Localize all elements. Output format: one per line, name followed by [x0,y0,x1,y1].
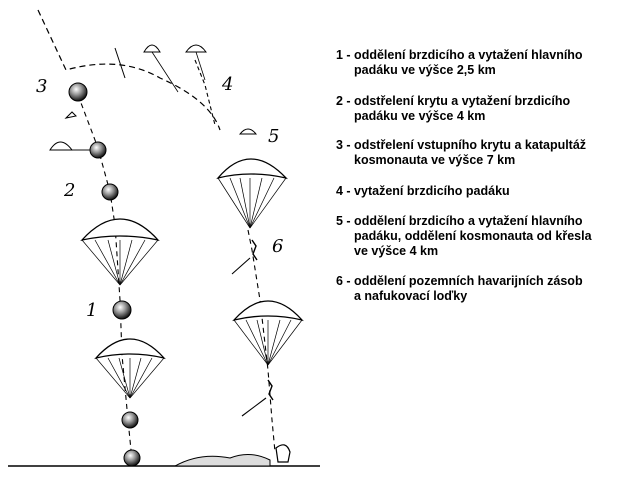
capsule-stage-2-upper [90,142,106,158]
label-stage-2: 2 [64,180,76,201]
small-chute-5 [240,129,256,134]
small-chute-b [186,45,206,52]
right-descent-path [248,230,275,452]
kit-line-lower [242,398,266,416]
main-parachute-right-upper [218,159,286,228]
label-stage-5: 5 [268,126,280,147]
capsule-descent-lower [122,412,138,428]
label-stage-4: 4 [222,74,234,95]
ground-debris [175,454,270,466]
small-drogue-line [115,48,125,78]
capsule-stage-1 [113,301,131,319]
main-parachute-right-lower [234,301,302,365]
legend-item-3: 3 - odstřelení vstupního krytu a katapultáž kosmonauta ve výšce 7 km [336,138,587,167]
legend-item-4: 4 - vytažení brzdicího padáku [336,184,510,198]
capsule-landed-left [124,450,140,466]
trajectory-arc [38,10,220,130]
legend-item-1: 1 - oddělení brzdicího a vytažení hlavního padáku ve výšce 2,5 km [336,48,583,77]
main-parachute-left-upper [82,219,158,285]
legend-item-6: 6 - oddělení pozemních havarijních zásob a nafukovací loďky [336,274,583,303]
small-chute-a [144,45,160,52]
ejection-path [195,60,215,125]
kit-line-upper [232,258,250,274]
legend-item-2: 2 - odstřelení krytu a vytažení brzdicího padáku ve výšce 4 km [336,94,571,123]
drogue-chute-stage-2 [50,142,72,150]
landed-capsule-right [276,445,290,462]
capsule-stage-3 [69,83,87,101]
label-stage-1: 1 [86,300,98,321]
capsule-stage-2-lower [102,184,118,200]
label-stage-6: 6 [272,236,284,257]
main-parachute-left-lower [96,339,164,398]
legend-item-5: 5 - oddělení brzdicího a vytažení hlavního padáku, oddělení kosmonauta od křesla ve výšce 4 km [336,214,592,258]
cover-fragment-icon [66,112,76,118]
label-stage-3: 3 [36,76,48,97]
